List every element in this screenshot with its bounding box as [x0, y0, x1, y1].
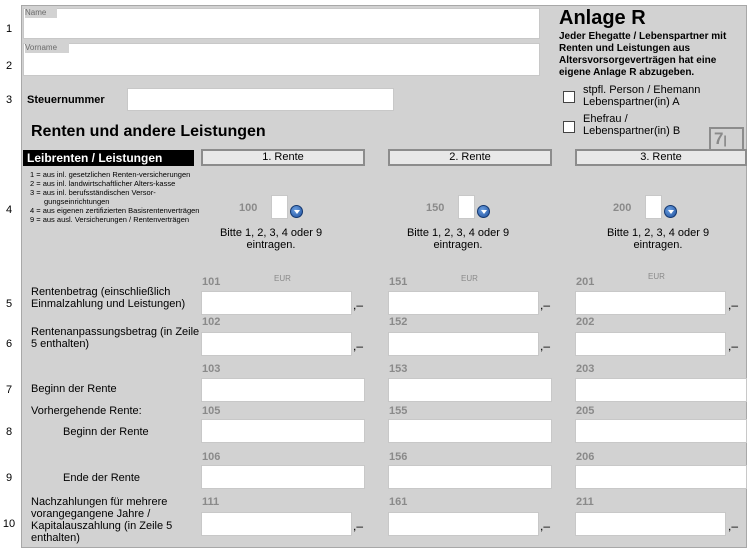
code-box-7: 7|	[709, 127, 744, 151]
rente3-ende-field[interactable]	[575, 465, 747, 489]
code-111: 111	[202, 496, 220, 508]
form-subtitle: Jeder Ehegatte / Lebenspartner mit Renten und Leistungen aus Altersvorsorgeverträgen hat eine eigene Anlage R abzugeben.	[559, 31, 727, 78]
rente1-nachzahlung-field[interactable]	[201, 512, 352, 536]
code-151: 151	[389, 276, 408, 288]
code-211: 211	[576, 496, 594, 508]
rente2-type-hint: Bitte 1, 2, 3, 4 oder 9 eintragen.	[406, 227, 510, 251]
code-203: 203	[576, 363, 595, 375]
code-156: 156	[389, 451, 408, 463]
steuernummer-field[interactable]	[127, 88, 394, 111]
rente2-anpassung-field[interactable]	[388, 332, 539, 356]
ende-label: Ende der Rente	[63, 472, 141, 484]
code-150: 150	[426, 202, 445, 214]
code-200: 200	[613, 202, 632, 214]
code-103: 103	[202, 363, 221, 375]
row-number-5: 5	[5, 298, 13, 310]
dropdown-arrow-icon[interactable]	[290, 205, 303, 218]
rente3-type-hint: Bitte 1, 2, 3, 4 oder 9 eintragen.	[606, 227, 710, 251]
name-label: Name	[25, 8, 57, 18]
dropdown-arrow-icon[interactable]	[477, 205, 490, 218]
column-header-3: 3. Rente	[575, 149, 747, 166]
code-202: 202	[576, 316, 595, 328]
rente2-type-field[interactable]	[458, 195, 475, 219]
code-206: 206	[576, 451, 595, 463]
rente1-betrag-field[interactable]	[201, 291, 352, 315]
decimal-suffix: ,–	[728, 298, 739, 312]
rente2-vorh-beginn-field[interactable]	[388, 419, 552, 443]
row-number-7: 7	[5, 384, 13, 396]
rente1-anpassung-field[interactable]	[201, 332, 352, 356]
vorhergehend-beginn-label: Beginn der Rente	[63, 426, 149, 438]
decimal-suffix: ,–	[540, 339, 551, 353]
rente1-ende-field[interactable]	[201, 465, 365, 489]
anlage-r-form	[21, 5, 747, 548]
rente2-ende-field[interactable]	[388, 465, 552, 489]
rente3-anpassung-field[interactable]	[575, 332, 726, 356]
legend-item-2: 2 = aus inl. landwirtschaftlicher Alters-kasse	[30, 179, 176, 188]
rente3-nachzahlung-field[interactable]	[575, 512, 726, 536]
code-7: 7	[714, 129, 724, 148]
anpassungsbetrag-label: Rentenanpassungsbetrag (in Zeile 5 enthalten)	[31, 326, 200, 350]
legend-item-4: 4 = aus eigenen zertifizierten Basisrentenverträgen	[30, 206, 200, 215]
dropdown-arrow-icon[interactable]	[664, 205, 677, 218]
legend-item-1: 1 = aus inl. gesetzlichen Renten-versicherungen	[30, 170, 191, 179]
nachzahlungen-label: Nachzahlungen für mehrere vorangegangene Jahre / Kapitalauszahlung (in Zeile 5 enthalten)	[31, 496, 173, 544]
vorhergehende-rente-label: Vorhergehende Rente:	[31, 405, 142, 417]
vorname-field[interactable]	[23, 43, 540, 76]
code-152: 152	[389, 316, 408, 328]
row-number-1: 1	[5, 23, 13, 35]
row-number-6: 6	[5, 338, 13, 350]
code-102: 102	[202, 316, 221, 328]
form-title: Anlage R	[559, 7, 646, 29]
decimal-suffix: ,–	[728, 339, 739, 353]
currency-label: EUR	[648, 272, 665, 281]
section-subheader: Leibrenten / Leistungen	[23, 150, 194, 166]
row-number-8: 8	[5, 426, 13, 438]
decimal-suffix: ,–	[353, 298, 364, 312]
code-100: 100	[239, 202, 258, 214]
row-number-3: 3	[5, 94, 13, 106]
column-header-2: 2. Rente	[388, 149, 552, 166]
column-header-1: 1. Rente	[201, 149, 365, 166]
row-number-10: 10	[2, 518, 16, 530]
rente1-type-field[interactable]	[271, 195, 288, 219]
currency-label: EUR	[274, 274, 291, 283]
checkbox-person-a[interactable]	[563, 91, 575, 103]
type-legend	[30, 170, 200, 224]
section-title: Renten und andere Leistungen	[31, 123, 266, 140]
rente3-beginn-field[interactable]	[575, 378, 747, 402]
rente1-vorh-beginn-field[interactable]	[201, 419, 365, 443]
row-number-2: 2	[5, 60, 13, 72]
rente3-betrag-field[interactable]	[575, 291, 726, 315]
code-205: 205	[576, 405, 595, 417]
rente3-vorh-beginn-field[interactable]	[575, 419, 747, 443]
code-101: 101	[202, 276, 221, 288]
rente1-beginn-field[interactable]	[201, 378, 365, 402]
option-b-label: Ehefrau / Lebenspartner(in) B	[583, 113, 681, 137]
rente2-beginn-field[interactable]	[388, 378, 552, 402]
legend-item-5: 9 = aus ausl. Versicherungen / Rentenverträgen	[30, 215, 190, 224]
rente2-betrag-field[interactable]	[388, 291, 539, 315]
rente3-type-field[interactable]	[645, 195, 662, 219]
row-number-4: 4	[5, 204, 13, 216]
code-155: 155	[389, 405, 408, 417]
rente1-type-hint: Bitte 1, 2, 3, 4 oder 9 eintragen.	[219, 227, 323, 251]
decimal-suffix: ,–	[540, 298, 551, 312]
vorname-label: Vorname	[25, 43, 69, 53]
rente2-nachzahlung-field[interactable]	[388, 512, 539, 536]
currency-label: EUR	[461, 274, 478, 283]
decimal-suffix: ,–	[540, 519, 551, 533]
rentenbetrag-label: Rentenbetrag (einschließlich Einmalzahlung und Leistungen)	[31, 286, 186, 310]
code-105: 105	[202, 405, 221, 417]
decimal-suffix: ,–	[353, 339, 364, 353]
code-161: 161	[389, 496, 408, 508]
decimal-suffix: ,–	[728, 519, 739, 533]
option-a-label: stpfl. Person / Ehemann Lebenspartner(in) A	[583, 84, 701, 108]
decimal-suffix: ,–	[353, 519, 364, 533]
checkbox-person-b[interactable]	[563, 121, 575, 133]
legend-item-3: 3 = aus inl. berufsständischen Versor-gungseinrichtungen	[30, 188, 156, 206]
code-201: 201	[576, 276, 595, 288]
name-field[interactable]	[23, 8, 540, 39]
code-106: 106	[202, 451, 221, 463]
beginn-label: Beginn der Rente	[31, 383, 117, 395]
steuernummer-label: Steuernummer	[27, 94, 105, 106]
row-number-9: 9	[5, 472, 13, 484]
code-153: 153	[389, 363, 408, 375]
